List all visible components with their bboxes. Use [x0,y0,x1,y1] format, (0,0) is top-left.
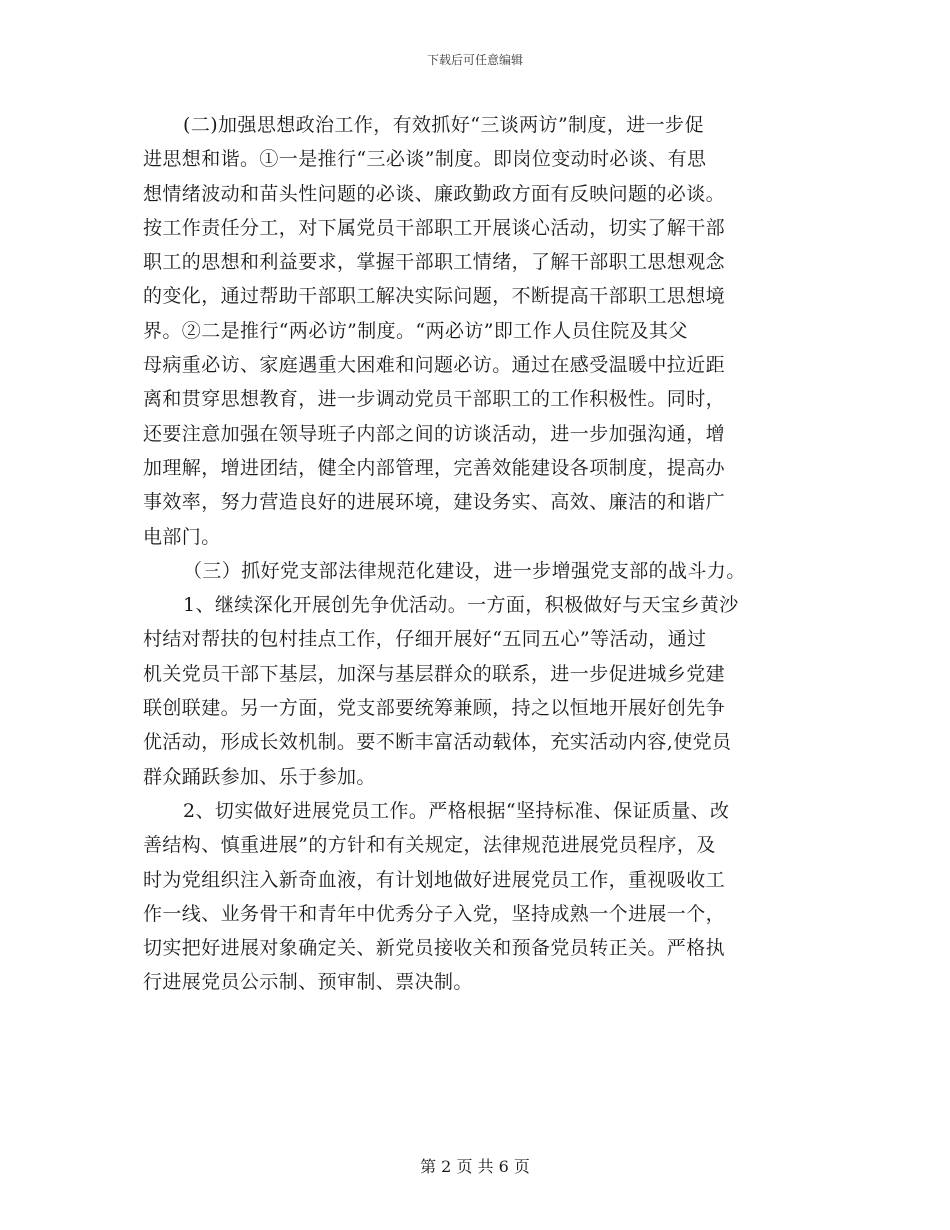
text-line: 事效率，努力营造良好的进展环境，建设务实、高效、廉洁的和谐广 [143,491,726,514]
text-line: 时为党组织注入新奇血液，有计划地做好进展党员工作，重视吸收工 [143,868,726,891]
text-line: 职工的思想和利益要求，掌握干部职工情绪，了解干部职工思想观念 [143,251,726,274]
text-line: 按工作责任分工，对下属党员干部职工开展谈心活动，切实了解干部 [143,216,726,239]
text-line: 加理解，增进团结，健全内部管理，完善效能建设各项制度，提高办 [143,456,726,479]
text-line: 的变化，通过帮助干部职工解决实际问题，不断提高干部职工思想境 [143,285,726,308]
text-line: 切实把好进展对象确定关、新党员接收关和预备党员转正关。严格执 [143,937,726,960]
document-body [143,108,807,1000]
text-line: 母病重必访、家庭遇重大困难和问题必访。通过在感受温暖中拉近距 [143,354,726,377]
text-line: 电部门。 [143,525,221,548]
text-line: 界。②二是推行“两必访”制度。“两必访”即工作人员住院及其父 [143,319,688,342]
text-line: （三）抓好党支部法律规范化建设，进一步增强党支部的战斗力。 [183,559,746,582]
text-line: 联创联建。另一方面，党支部要统筹兼顾，持之以恒地开展好创先争 [143,697,726,720]
text-line: 机关党员干部下基层，加深与基层群众的联系，进一步促进城乡党建 [143,662,726,685]
text-line: 善结构、慎重进展”的方针和有关规定，法律规范进展党员程序，及 [143,834,716,857]
text-line: 离和贯穿思想教育，进一步调动党员干部职工的工作积极性。同时， [143,388,726,411]
text-line: 村结对帮扶的包村挂点工作，仔细开展好“五同五心”等活动，通过 [143,628,707,651]
text-line: 行进展党员公示制、预审制、票决制。 [143,971,473,994]
text-line: 想情绪波动和苗头性问题的必谈、廉政勤政方面有反映问题的必谈。 [143,182,726,205]
text-line: 还要注意加强在领导班子内部之间的访谈活动，进一步加强沟通，增 [143,422,726,445]
text-line: 群众踊跃参加、乐于参加。 [143,765,376,788]
text-line: (二)加强思想政治工作，有效抓好“三谈两访”制度，进一步促 [183,114,704,136]
text-line: 2、切实做好进展党员工作。严格根据“坚持标准、保证质量、改 [183,799,730,822]
page-footer: 第 2 页 共 6 页 [420,1157,530,1176]
header-note: 下载后可任意编辑 [426,53,523,67]
text-line: 作一线、业务骨干和青年中优秀分子入党，坚持成熟一个进展一个， [143,902,726,925]
text-line: 1、继续深化开展创先争优活动。一方面，积极做好与天宝乡黄沙 [183,594,739,617]
text-line: 进思想和谐。①一是推行“三必谈”制度。即岗位变动时必谈、有思 [143,148,707,171]
text-line: 优活动，形成长效机制。要不断丰富活动载体，充实活动内容,使党员 [143,731,732,754]
